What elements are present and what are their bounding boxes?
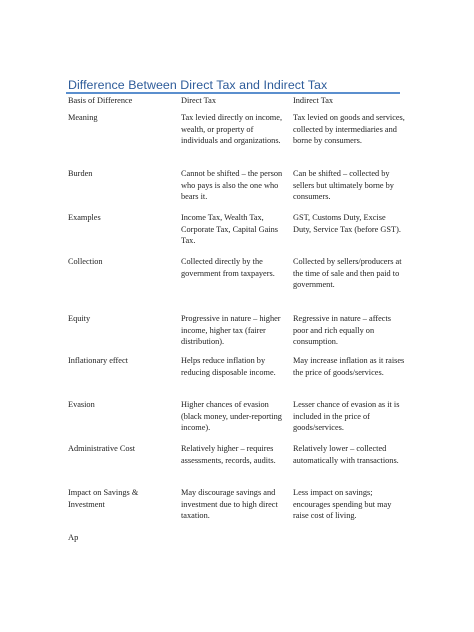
title-underline [66, 92, 400, 94]
header-basis: Basis of Difference [68, 96, 133, 105]
row-indirect: Relatively lower – collected automatically with transactions. [293, 444, 399, 465]
row-basis: Evasion [68, 400, 95, 409]
row-direct: Helps reduce inflation by reducing disposable income. [181, 356, 276, 377]
row-indirect: Less impact on savings; encourages spending but may raise cost of living. [293, 488, 392, 521]
row-indirect: Regressive in nature – affects poor and rich equally on consumption. [293, 314, 391, 347]
row-basis: Collection [68, 257, 103, 266]
row-direct: Cannot be shifted – the person who pays is also the one who bears it. [181, 169, 283, 202]
row-indirect: Tax levied on goods and services, collected by intermediaries and borne by consumers. [293, 113, 405, 146]
row-indirect: Can be shifted – collected by sellers but ultimately borne by consumers. [293, 169, 394, 202]
row-indirect: Collected by sellers/producers at the time of sale and then paid to government. [293, 257, 402, 290]
row-basis: Equity [68, 314, 91, 323]
row-basis: Examples [68, 213, 101, 222]
header-direct-tax: Direct Tax [181, 96, 216, 105]
row-basis: Burden [68, 169, 93, 178]
row-indirect: May increase inflation as it raises the price of goods/services. [293, 356, 405, 377]
row-basis: Meaning [68, 113, 98, 122]
row-basis: Administrative Cost [68, 444, 136, 453]
row-direct: Collected directly by the government from taxpayers. [181, 257, 275, 278]
row-basis: Inflationary effect [68, 356, 128, 365]
row-basis: Impact on Savings & Investment [68, 488, 139, 509]
trailing-paragraph-text: Ap [68, 532, 79, 542]
row-direct: Income Tax, Wealth Tax, Corporate Tax, Capital Gains Tax. [181, 213, 278, 246]
row-direct: May discourage savings and investment due to high direct taxation. [181, 488, 278, 521]
row-indirect: Lesser chance of evasion as it is included in the price of goods/services. [293, 400, 400, 433]
row-direct: Relatively higher – requires assessments, records, audits. [181, 444, 276, 465]
document-title: Difference Between Direct Tax and Indirect Tax [68, 78, 328, 92]
row-indirect: GST, Customs Duty, Excise Duty, Service Tax (before GST). [293, 213, 401, 234]
row-direct: Higher chances of evasion (black money, under-reporting income). [181, 400, 282, 433]
header-indirect-tax: Indirect Tax [293, 96, 334, 105]
row-direct: Tax levied directly on income, wealth, or property of individuals and organizations. [181, 113, 283, 146]
row-direct: Progressive in nature – higher income, higher tax (fairer distribution). [181, 314, 281, 347]
